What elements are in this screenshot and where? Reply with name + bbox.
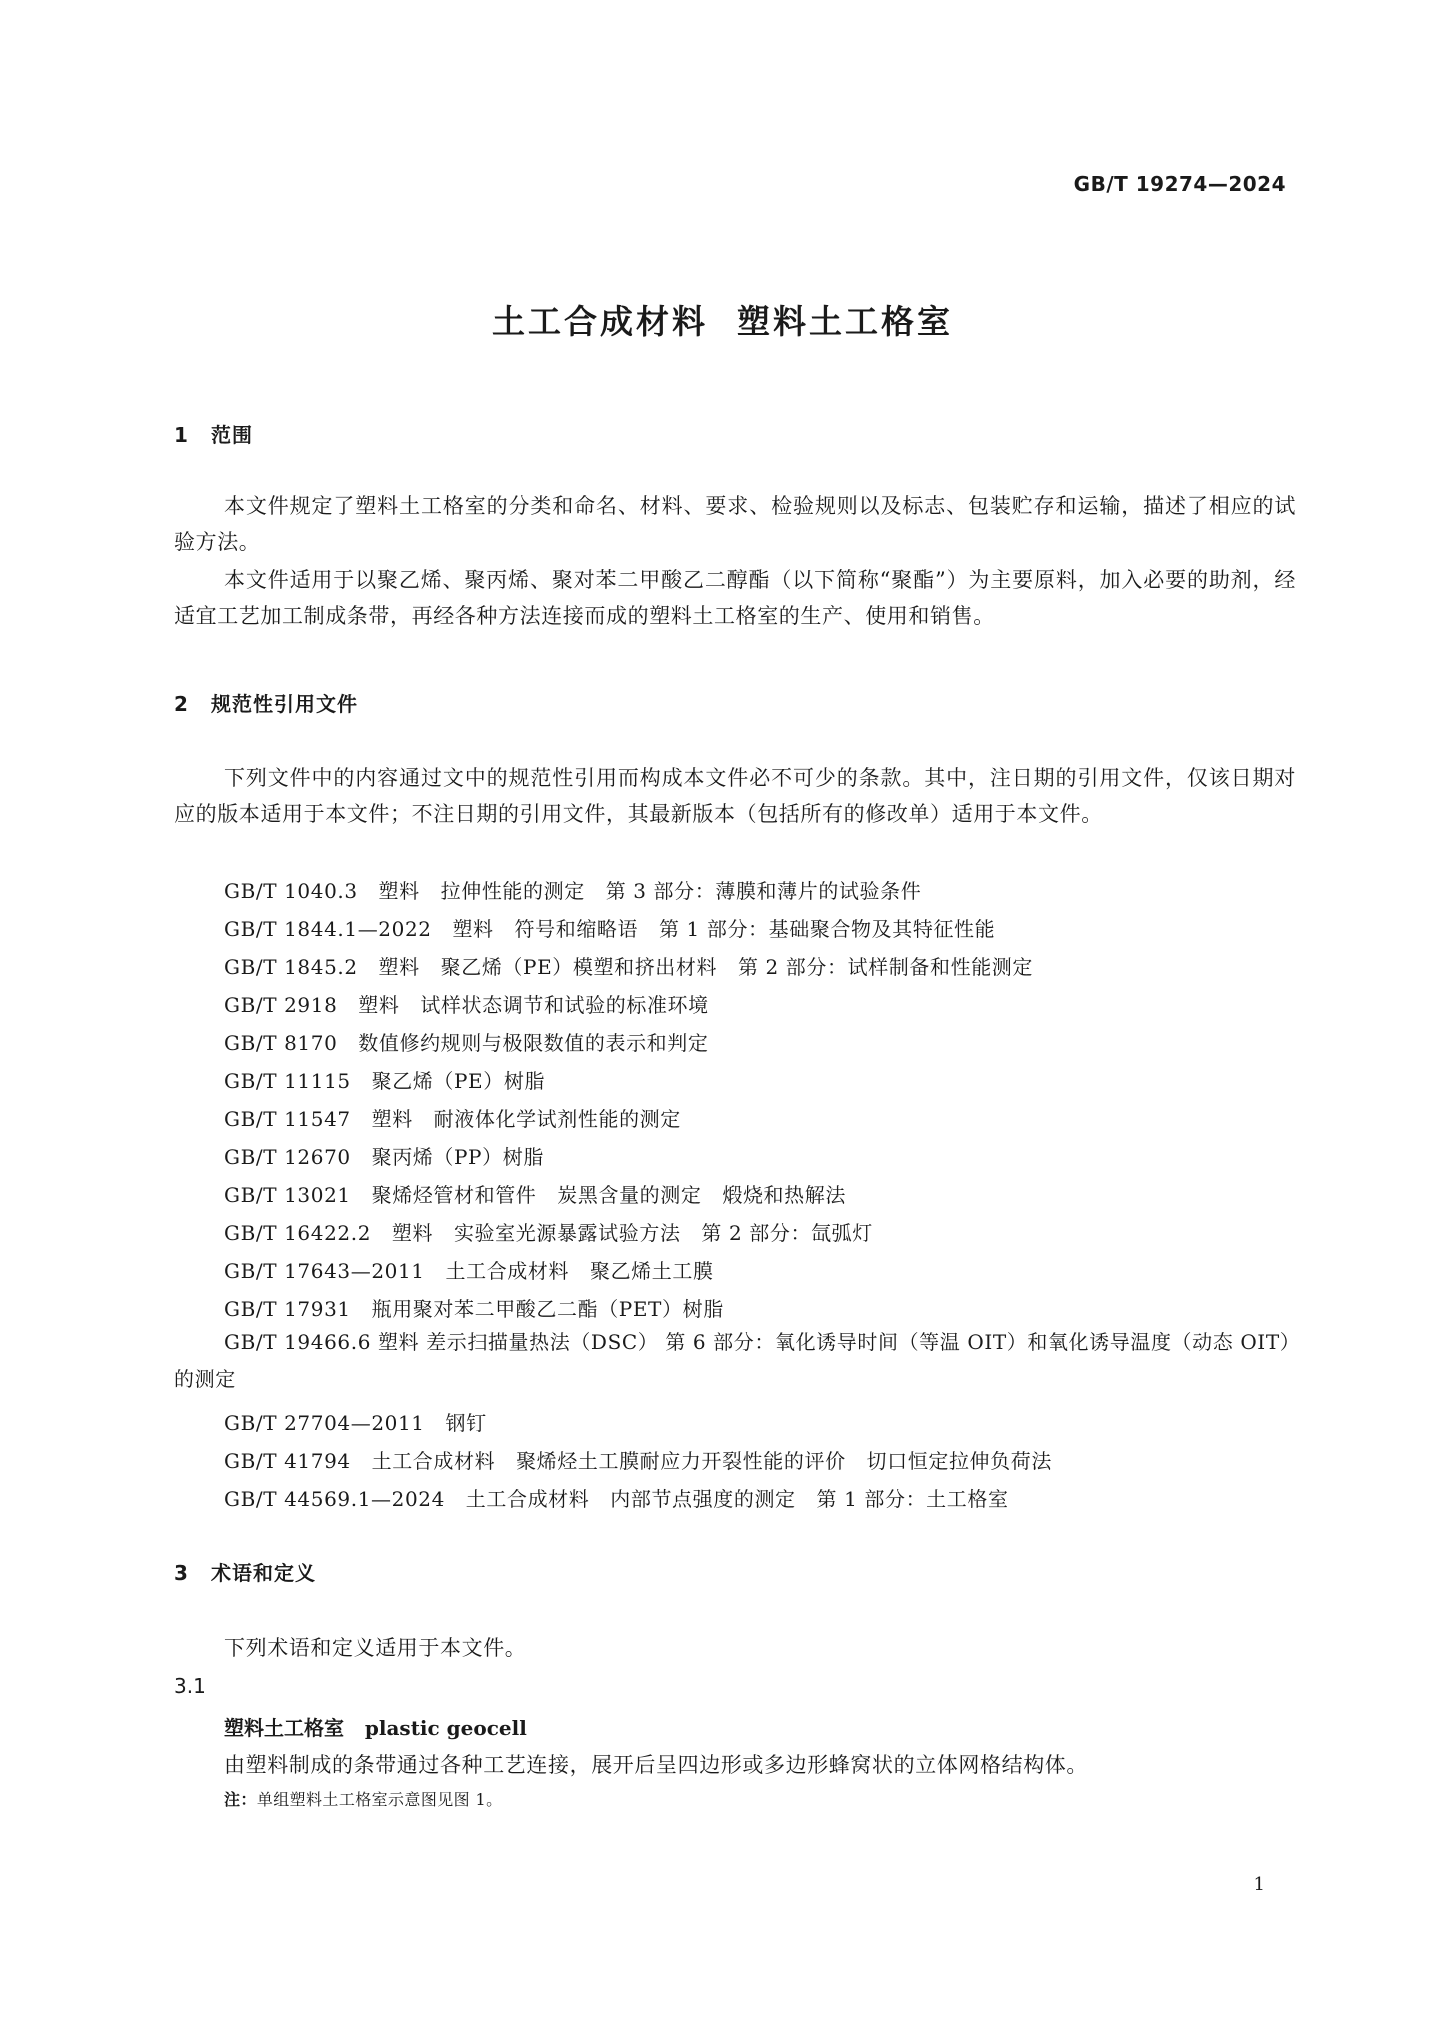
- reference-item: GB/T 17643—2011 土工合成材料 聚乙烯土工膜: [224, 1259, 714, 1283]
- reference-item: GB/T 27704—2011 钢钉: [224, 1411, 487, 1435]
- scope-paragraph-1: 本文件规定了塑料土工格室的分类和命名、材料、要求、检验规则以及标志、包装贮存和运输，描述了相应的试验方法。: [174, 494, 1296, 554]
- reference-item: GB/T 13021 聚烯烃管材和管件 炭黑含量的测定 煅烧和热解法: [224, 1183, 846, 1207]
- reference-item: GB/T 41794 土工合成材料 聚烯烃土工膜耐应力开裂性能的评价 切口恒定拉伸负荷法: [224, 1449, 1052, 1473]
- page-number: 1: [1253, 1874, 1265, 1895]
- reference-item: GB/T 17931 瓶用聚对苯二甲酸乙二酯（PET）树脂: [224, 1297, 724, 1321]
- section-number: 1: [174, 423, 189, 447]
- section-title: 范围: [211, 423, 253, 447]
- reference-item: GB/T 12670 聚丙烯（PP）树脂: [224, 1145, 544, 1169]
- note-text: 单组塑料土工格室示意图见图 1。: [256, 1790, 503, 1809]
- reference-item: GB/T 1040.3 塑料 拉伸性能的测定 第 3 部分：薄膜和薄片的试验条件: [224, 879, 922, 903]
- term-en: plastic geocell: [364, 1716, 527, 1740]
- reference-item: GB/T 8170 数值修约规则与极限数值的表示和判定: [224, 1031, 709, 1055]
- reference-item: GB/T 44569.1—2024 土工合成材料 内部节点强度的测定 第 1 部分：土工格室: [224, 1487, 1009, 1511]
- reference-item: GB/T 1844.1—2022 塑料 符号和缩略语 第 1 部分：基础聚合物及其特征性能: [224, 917, 996, 941]
- reference-item: GB/T 2918 塑料 试样状态调节和试验的标准环境: [224, 993, 709, 1017]
- section-heading-terms: [174, 1557, 316, 1586]
- section-number: 2: [174, 692, 189, 716]
- standard-number: GB/T 19274—2024: [1073, 172, 1286, 196]
- section-heading-normative-references: [174, 688, 358, 717]
- reference-item: GB/T 19466.6 塑料 差示扫描量热法（DSC） 第 6 部分：氧化诱导时间（等温 OIT）和氧化诱导温度（动态 OIT）的测定: [174, 1330, 1291, 1391]
- document-title: 土工合成材料 塑料土工格室: [492, 302, 953, 341]
- references-intro: 下列文件中的内容通过文中的规范性引用而构成本文件必不可少的条款。其中，注日期的引用文件，仅该日期对应的版本适用于本文件；不注日期的引用文件，其最新版本（包括所有的修改单）适用于本文件。: [174, 766, 1296, 826]
- reference-item: GB/T 16422.2 塑料 实验室光源暴露试验方法 第 2 部分：氙弧灯: [224, 1221, 873, 1245]
- section-title: 术语和定义: [211, 1561, 316, 1585]
- term-zh: 塑料土工格室: [224, 1716, 344, 1740]
- term-definition: 由塑料制成的条带通过各种工艺连接，展开后呈四边形或多边形蜂窝状的立体网格结构体。: [224, 1753, 1088, 1777]
- reference-item: GB/T 11115 聚乙烯（PE）树脂: [224, 1069, 546, 1093]
- term-number: 3.1: [174, 1674, 206, 1698]
- section-heading-scope: [174, 419, 253, 448]
- section-number: 3: [174, 1561, 189, 1585]
- scope-paragraph-2: 本文件适用于以聚乙烯、聚丙烯、聚对苯二甲酸乙二醇酯（以下简称“聚酯”）为主要原料，加入必要的助剂，经适宜工艺加工制成条带，再经各种方法连接而成的塑料土工格室的生产、使用和销售。: [174, 568, 1296, 628]
- reference-item: GB/T 11547 塑料 耐液体化学试剂性能的测定: [224, 1107, 681, 1131]
- section-title: 规范性引用文件: [211, 692, 358, 716]
- terms-intro: 下列术语和定义适用于本文件。: [224, 1636, 527, 1660]
- reference-item: GB/T 1845.2 塑料 聚乙烯（PE）模塑和挤出材料 第 2 部分：试样制备和性能测定: [224, 955, 1034, 979]
- note-label: 注：: [224, 1790, 257, 1809]
- term-note: [224, 1787, 502, 1810]
- term-heading: [224, 1712, 527, 1741]
